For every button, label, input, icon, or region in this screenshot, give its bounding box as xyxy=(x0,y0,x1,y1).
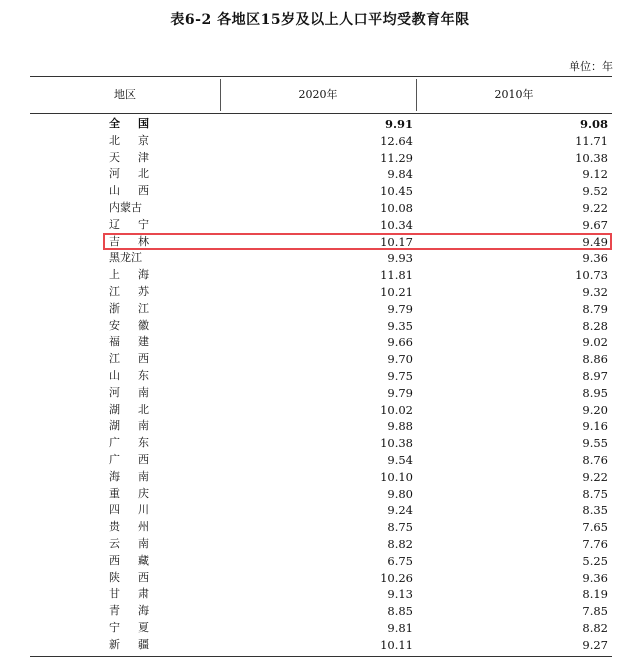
value-2010: 8.76 xyxy=(582,452,608,467)
region-name: 湖 北 xyxy=(109,402,149,416)
region-name: 贵 州 xyxy=(109,520,149,534)
region-name: 广 东 xyxy=(109,436,149,450)
table-title: 表6-2 各地区15岁及以上人口平均受教育年限 xyxy=(170,12,470,28)
table-row xyxy=(30,116,612,133)
value-2020: 10.21 xyxy=(380,284,413,299)
value-2020: 10.38 xyxy=(380,436,413,451)
value-2010: 9.49 xyxy=(582,234,608,249)
table-row xyxy=(30,603,612,620)
region-name: 河 北 xyxy=(109,167,149,181)
table-row xyxy=(30,133,612,150)
header-2010: 2010年 xyxy=(494,88,534,101)
value-2020: 9.81 xyxy=(387,620,413,635)
table-row xyxy=(30,570,612,587)
value-2010: 9.52 xyxy=(582,184,608,199)
value-2020: 10.17 xyxy=(380,234,413,249)
value-2020: 9.91 xyxy=(384,117,413,131)
value-2020: 9.84 xyxy=(387,167,413,182)
value-2010: 9.36 xyxy=(582,251,608,266)
region-name: 重 庆 xyxy=(109,486,149,500)
value-2020: 10.26 xyxy=(380,570,413,585)
region-name: 陕 西 xyxy=(109,570,149,584)
value-2010: 9.55 xyxy=(582,436,608,451)
table-header xyxy=(30,77,612,113)
value-2020: 9.24 xyxy=(387,503,413,518)
region-name: 江 西 xyxy=(109,352,149,366)
value-2010: 8.35 xyxy=(582,503,608,518)
table-row xyxy=(30,586,612,603)
value-2010: 9.20 xyxy=(582,402,608,417)
table-row xyxy=(30,469,612,486)
region-name: 山 东 xyxy=(109,368,149,382)
value-2020: 8.85 xyxy=(387,604,413,619)
region-name: 江 苏 xyxy=(109,284,149,298)
value-2020: 11.81 xyxy=(380,268,413,283)
region-name: 新 疆 xyxy=(109,637,149,651)
value-2010: 8.86 xyxy=(582,352,608,367)
value-2010: 8.75 xyxy=(582,486,608,501)
region-name: 云 南 xyxy=(109,536,149,550)
table-row xyxy=(30,620,612,637)
region-name: 浙 江 xyxy=(109,301,149,315)
value-2010: 8.19 xyxy=(582,587,608,602)
value-2010: 9.08 xyxy=(579,117,608,131)
table-row xyxy=(30,166,612,183)
table-row xyxy=(30,200,612,217)
region-name: 海 南 xyxy=(109,469,149,483)
value-2020: 9.75 xyxy=(387,368,413,383)
region-name: 天 津 xyxy=(109,150,149,164)
region-name: 吉 林 xyxy=(109,234,149,248)
value-2010: 10.38 xyxy=(575,150,608,165)
value-2020: 9.79 xyxy=(387,385,413,400)
region-name: 广 西 xyxy=(109,452,149,466)
region-name: 辽 宁 xyxy=(109,217,149,231)
header-divider xyxy=(220,79,221,111)
value-2010: 8.79 xyxy=(582,301,608,316)
table-row xyxy=(30,334,612,351)
table-row xyxy=(30,536,612,553)
table-row xyxy=(30,301,612,318)
table-row xyxy=(30,318,612,335)
table-row xyxy=(30,368,612,385)
highlight-box xyxy=(103,233,612,251)
table-row xyxy=(30,183,612,200)
value-2010: 9.22 xyxy=(582,200,608,215)
table-body xyxy=(30,116,612,654)
table-row xyxy=(30,250,612,267)
table-row xyxy=(30,502,612,519)
region-name: 黑 龙 江 xyxy=(109,251,142,265)
value-2020: 6.75 xyxy=(387,553,413,568)
table-row xyxy=(30,553,612,570)
region-name: 内 蒙 古 xyxy=(109,200,142,214)
value-2010: 9.32 xyxy=(582,284,608,299)
value-2010: 8.95 xyxy=(582,385,608,400)
value-2010: 9.36 xyxy=(582,570,608,585)
value-2020: 10.45 xyxy=(380,184,413,199)
table-row xyxy=(30,452,612,469)
table-row xyxy=(30,637,612,654)
table-row xyxy=(30,402,612,419)
table-header-rule xyxy=(30,113,612,114)
table-row xyxy=(30,418,612,435)
region-name: 湖 南 xyxy=(109,419,149,433)
region-name: 北 京 xyxy=(109,133,149,147)
value-2010: 8.82 xyxy=(582,620,608,635)
value-2020: 10.10 xyxy=(380,469,413,484)
value-2010: 9.12 xyxy=(582,167,608,182)
table-row xyxy=(30,486,612,503)
table-row xyxy=(30,284,612,301)
value-2010: 11.71 xyxy=(575,133,608,148)
value-2010: 9.22 xyxy=(582,469,608,484)
region-name: 福 建 xyxy=(109,335,149,349)
value-2010: 7.65 xyxy=(582,520,608,535)
region-name: 山 西 xyxy=(109,184,149,198)
region-name: 西 藏 xyxy=(109,553,149,567)
region-name: 安 徽 xyxy=(109,318,149,332)
table-row xyxy=(30,267,612,284)
region-name: 四 川 xyxy=(109,503,149,517)
value-2010: 7.76 xyxy=(582,536,608,551)
table-row xyxy=(30,519,612,536)
value-2020: 9.93 xyxy=(387,251,413,266)
region-name: 河 南 xyxy=(109,385,149,399)
unit-label: 单位：年 xyxy=(569,60,613,73)
value-2020: 10.34 xyxy=(380,217,413,232)
table-row xyxy=(30,351,612,368)
value-2020: 10.08 xyxy=(380,200,413,215)
value-2010: 9.16 xyxy=(582,419,608,434)
value-2010: 9.67 xyxy=(582,217,608,232)
value-2020: 10.02 xyxy=(380,402,413,417)
value-2010: 8.97 xyxy=(582,368,608,383)
header-2020: 2020年 xyxy=(298,88,338,101)
value-2010: 9.02 xyxy=(582,335,608,350)
region-name: 宁 夏 xyxy=(109,620,149,634)
header-region: 地区 xyxy=(114,88,136,101)
table-bottom-rule xyxy=(30,656,612,657)
table-row xyxy=(30,150,612,167)
value-2020: 9.54 xyxy=(387,452,413,467)
region-name: 上 海 xyxy=(109,268,149,282)
table-row xyxy=(30,385,612,402)
value-2020: 9.13 xyxy=(387,587,413,602)
value-2010: 9.27 xyxy=(582,637,608,652)
table-row xyxy=(30,435,612,452)
region-name: 甘 肃 xyxy=(109,587,149,601)
value-2010: 10.73 xyxy=(575,268,608,283)
region-name: 青 海 xyxy=(109,604,149,618)
value-2020: 9.70 xyxy=(387,352,413,367)
header-divider xyxy=(416,79,417,111)
value-2020: 9.79 xyxy=(387,301,413,316)
value-2020: 8.82 xyxy=(387,536,413,551)
value-2010: 5.25 xyxy=(582,553,608,568)
value-2010: 8.28 xyxy=(582,318,608,333)
value-2020: 9.80 xyxy=(387,486,413,501)
value-2010: 7.85 xyxy=(582,604,608,619)
value-2020: 9.66 xyxy=(387,335,413,350)
value-2020: 11.29 xyxy=(380,150,413,165)
value-2020: 9.35 xyxy=(387,318,413,333)
value-2020: 12.64 xyxy=(380,133,413,148)
table-row xyxy=(30,217,612,234)
value-2020: 8.75 xyxy=(387,520,413,535)
value-2020: 10.11 xyxy=(380,637,413,652)
value-2020: 9.88 xyxy=(387,419,413,434)
region-name: 全 国 xyxy=(109,117,149,130)
